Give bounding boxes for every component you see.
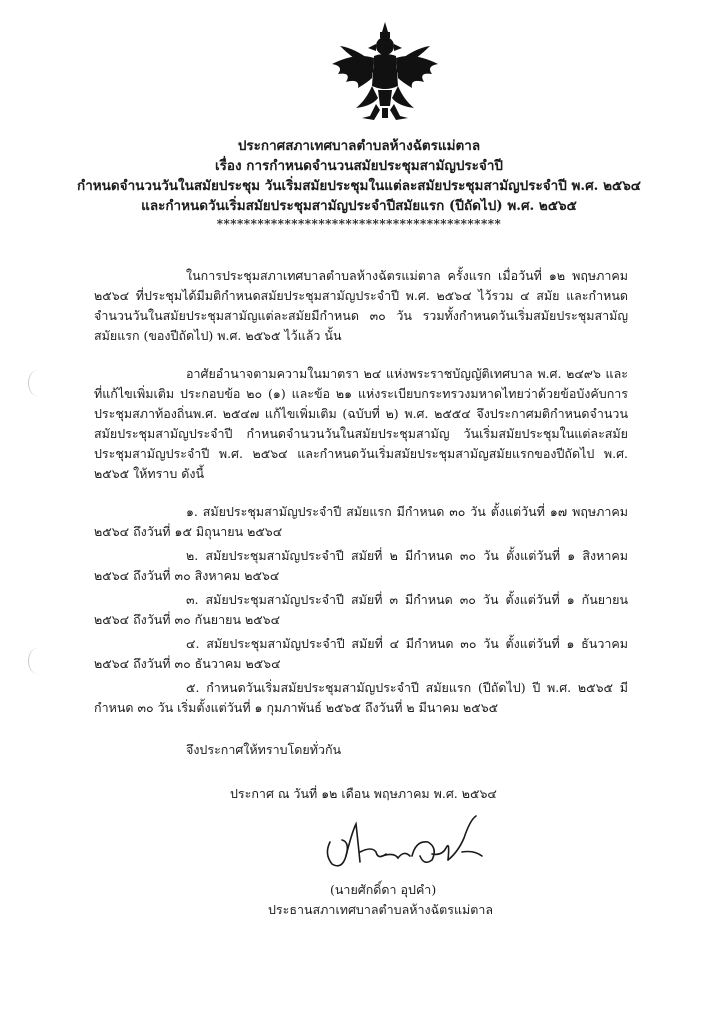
list-item: ๕. กำหนดวันเริ่มสมัยประชุมสามัญประจำปี สมัยแรก (ปีถัดไป) ปี พ.ศ. ๒๕๖๕ มีกำหนด ๓๐ วัน เริ่มตั้งแต่วันที่ ๑ กุมภาพันธ์ ๒๕๖๕ ถึงวันที่ ๒ มีนาคม ๒๕๖๕ [94,680,628,715]
list-item: ๒. สมัยประชุมสามัญประจำปี สมัยที่ ๒ มีกำหนด ๓๐ วัน ตั้งแต่วันที่ ๑ สิงหาคม ๒๕๖๔ ถึงวันที่ ๓๐ สิงหาคม ๒๕๖๔ [94,548,628,583]
signer-title: ประธานสภาเทศบาลตำบลห้างฉัตรแม่ตาล [268,902,494,917]
announcement-header [0,136,718,232]
announcement-subject-line4: และกำหนดวันเริ่มสมัยประชุมสามัญประจำปีสมัยแรก (ปีถัดไป) พ.ศ. ๒๕๖๕ [141,198,577,214]
list-item: ๔. สมัยประชุมสามัญประจำปี สมัยที่ ๔ มีกำหนด ๓๐ วัน ตั้งแต่วันที่ ๑ ธันวาคม ๒๕๖๔ ถึงวันที่ ๓๐ ธันวาคม ๒๕๖๔ [94,636,628,671]
punch-hole-mark [28,648,47,674]
list-item: ๑. สมัยประชุมสามัญประจำปี สมัยแรก มีกำหนด ๓๐ วัน ตั้งแต่วันที่ ๑๗ พฤษภาคม ๒๕๖๔ ถึงวันที่ ๑๕ มิถุนายน ๒๕๖๔ [94,504,628,539]
list-item: ๓. สมัยประชุมสามัญประจำปี สมัยที่ ๓ มีกำหนด ๓๐ วัน ตั้งแต่วันที่ ๑ กันยายน ๒๕๖๔ ถึงวันที่ ๓๐ กันยายน ๒๕๖๔ [94,592,628,627]
handwritten-signature [316,812,506,882]
announcement-date: ประกาศ ณ วันที่ ๑๒ เดือน พฤษภาคม พ.ศ. ๒๕๖๔ [230,786,497,801]
announcement-body [94,266,628,804]
announcement-issuer: ประกาศสภาเทศบาลตำบลห้างฉัตรแม่ตาล [237,138,481,154]
closing-statement: จึงประกาศให้ทราบโดยทั่วกัน [186,742,342,757]
announcement-subject: เรื่อง การกำหนดจำนวนสมัยประชุมสามัญประจำปี [215,158,503,174]
paragraph-authority: อาศัยอำนาจตามความในมาตรา ๒๔ แห่งพระราชบัญญัติเทศบาล พ.ศ. ๒๔๙๖ และที่แก้ไขเพิ่มเติม ประกอบข้อ ๒๐ (๑) และข้อ ๒๑ แห่งระเบียบกระทรวงมหาดไทยว่าด้วยข้อบังคับการประชุมสภาท้องถิ่นพ.ศ. ๒๕๔๗ แก้ไขเพิ่มเติม (ฉบับที่ ๒) พ.ศ. ๒๕๕๔ จึงประกาศมติกำหนดจำนวนสมัยประชุมสามัญประจำปี กำหนดจำนวนวันในสมัยประชุมสามัญ วันเริ่มสมัยประชุมในแต่ละสมัยประชุมสามัญประจำปี พ.ศ. ๒๕๖๔ และกำหนดวันเริ่มสมัยประชุมสามัญสมัยแรกของปีถัดไป พ.ศ. ๒๕๖๕ ให้ทราบ ดังนี้ [94,366,628,481]
punch-hole-mark [28,370,47,396]
paragraph-intro: ในการประชุมสภาเทศบาลตำบลห้างฉัตรแม่ตาล ครั้งแรก เมื่อวันที่ ๑๒ พฤษภาคม ๒๕๖๔ ที่ประชุมได้มีมติกำหนดสมัยประชุมสามัญประจำปี พ.ศ. ๒๕๖๔ ไว้รวม ๔ สมัย และกำหนดจำนวนวันในสมัยประชุมสามัญแต่ละสมัยมีกำหนด ๓๐ วัน รวมทั้งกำหนดวันเริ่มสมัยประชุมสามัญสมัยแรก (ของปีถัดไป) พ.ศ. ๒๕๖๕ ไว้แล้ว นั้น [94,268,628,343]
separator-stars: ****************************************** [216,217,502,231]
garuda-emblem-icon [326,18,444,126]
signer-name: (นายศักดิ์ดา อุปคำ) [330,882,437,897]
announcement-subject-line3: กำหนดจำนวนวันในสมัยประชุม วันเริ่มสมัยประชุมในแต่ละสมัยประชุมสามัญประจำปี พ.ศ. ๒๕๖๔ [77,178,641,194]
